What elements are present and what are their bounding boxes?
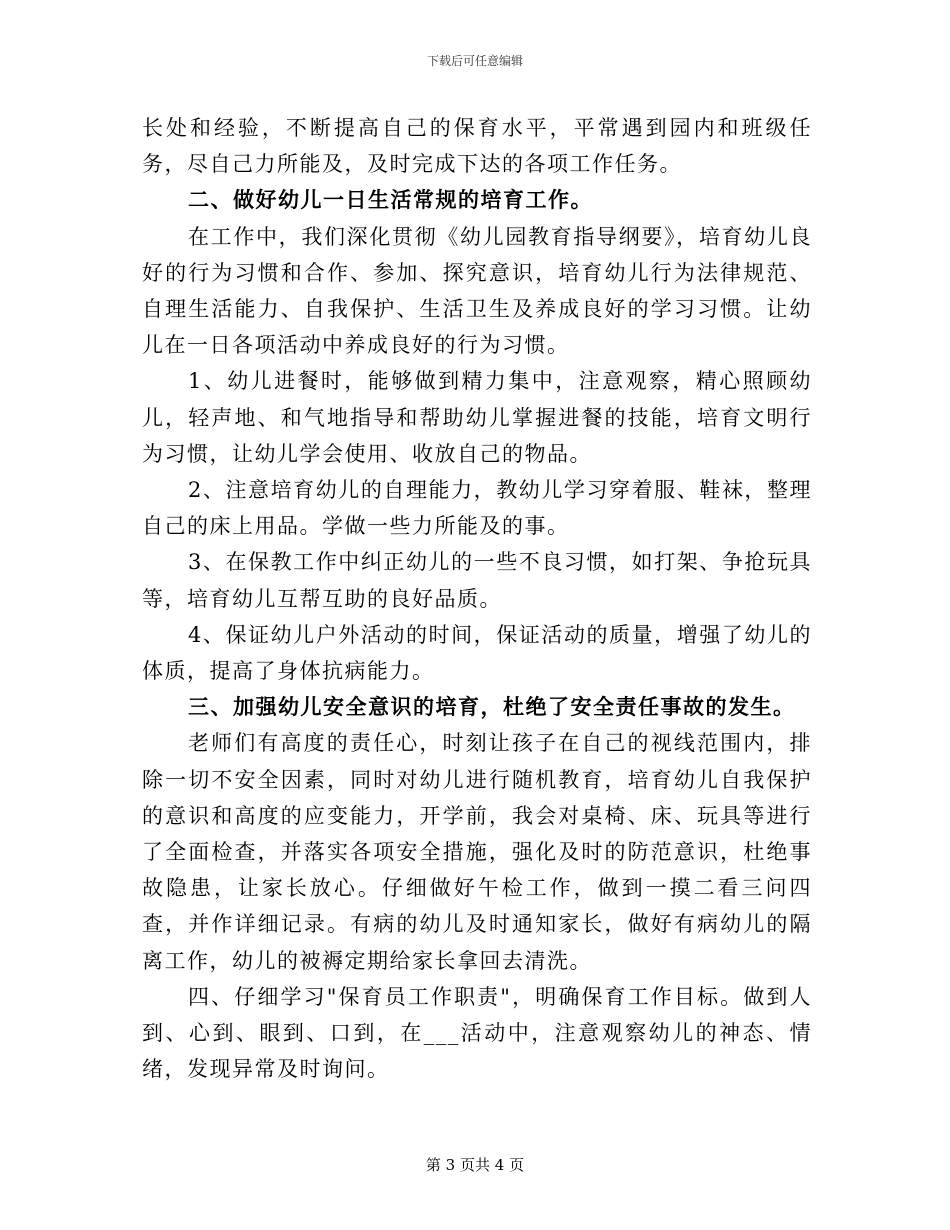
list-item-3: 3、在保教工作中纠正幼儿的一些不良习惯，如打架、争抢玩具等，培育幼儿互帮互助的良好品质。 [142,550,812,611]
paragraph-section-4: 四、仔细学习"保育员工作职责"，明确保育工作目标。做到人到、心到、眼到、口到，在___活动中，注意观察幼儿的神态、情绪，发现异常及时询问。 [142,984,812,1082]
list-item-4: 4、保证幼儿户外活动的时间，保证活动的质量，增强了幼儿的体质，提高了身体抗病能力。 [142,622,812,684]
section-heading-3: 三、加强幼儿安全意识的培育，杜绝了安全责任事故的发生。 [188,694,796,720]
paragraph-daily-routine: 在工作中，我们深化贯彻《幼儿园教育指导纲要》，培育幼儿良好的行为习惯和合作、参加、探究意识，培育幼儿行为法律规范、自理生活能力、自我保护、生活卫生及养成良好的学习习惯。让幼儿在一日各项活动中养成良好的行为习惯。 [142,224,812,358]
paragraph-continuation: 长处和经验，不断提高自己的保育水平，平常遇到园内和班级任务，尽自己力所能及，及时完成下达的各项工作任务。 [142,116,812,177]
page-footer: 第 3 页共 4 页 [425,1156,525,1174]
paragraph-safety: 老师们有高度的责任心，时刻让孩子在自己的视线范围内，排除一切不安全因素，同时对幼儿进行随机教育，培育幼儿自我保护的意识和高度的应变能力，开学前，我会对桌椅、床、玩具等进行了全面检查，并落实各项安全措施，强化及时的防范意识，杜绝事故隐患，让家长放心。仔细做好午检工作，做到一摸二看三问四查，并作详细记录。有病的幼儿及时通知家长，做好有病幼儿的隔离工作，幼儿的被褥定期给家长拿回去清洗。 [142,731,812,973]
section-heading-2: 二、做好幼儿一日生活常规的培育工作。 [188,187,593,213]
list-item-1: 1、幼儿进餐时，能够做到精力集中，注意观察，精心照顾幼儿，轻声地、和气地指导和帮助幼儿掌握进餐的技能，培育文明行为习惯，让幼儿学会使用、收放自己的物品。 [142,369,812,466]
page-header: 下载后可任意编辑 [426,54,523,68]
document-body [142,110,812,1087]
list-item-2: 2、注意培育幼儿的自理能力，教幼儿学习穿着服、鞋袜，整理自己的床上用品。学做一些力所能及的事。 [142,478,812,539]
